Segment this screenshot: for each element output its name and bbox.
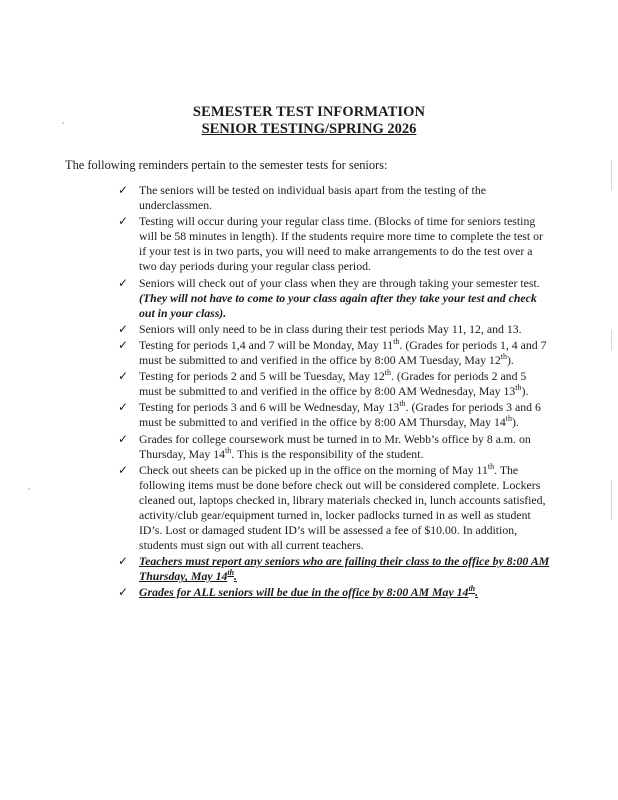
item-text: . This is the responsibility of the student.: [231, 446, 424, 461]
list-item: [118, 276, 552, 321]
ordinal-suffix: th: [393, 337, 400, 347]
item-text: Testing for periods 1,4 and 7 will be Monday, May 11: [139, 337, 394, 352]
item-text: . (Grades for periods 1, 4 and 7 must be submitted to and verified in the office by 8:00 AM Tuesday, May 12: [139, 337, 547, 368]
item-text: . (Grades for periods 3 and 6 must be submitted to and verified in the office by 8:00 AM Thursday, May 14: [139, 400, 541, 430]
scan-artifact-line: [611, 330, 612, 350]
ordinal-suffix: th: [225, 445, 232, 455]
item-text: Check out sheets can be picked up in the office on the morning of May 11: [139, 462, 488, 477]
list-item: [118, 400, 552, 430]
checkmark-icon: ✓: [118, 554, 129, 569]
page-subtitle: SENIOR TESTING/SPRING 2026: [201, 121, 417, 137]
page-title: SEMESTER TEST INFORMATION: [192, 104, 426, 120]
checkmark-icon: ✓: [118, 183, 129, 197]
item-text: ).: [521, 384, 529, 399]
checkmark-icon: ✓: [118, 275, 129, 290]
list-item: [118, 338, 552, 368]
list-item: [118, 214, 552, 274]
checkmark-icon: ✓: [118, 369, 129, 384]
item-text: ).: [511, 415, 519, 430]
checkmark-icon: ✓: [118, 337, 129, 352]
checkmark-icon: ✓: [118, 214, 129, 229]
item-emphasis: Grades for ALL seniors will be due in the office by 8:00 AM May 14: [139, 585, 469, 600]
checkmark-icon: ✓: [118, 585, 129, 600]
item-text: Testing for periods 2 and 5 will be Tuesday, May 12: [139, 369, 385, 384]
ordinal-suffix: th: [468, 584, 476, 594]
item-text: Grades for college coursework must be turned in to Mr. Webb’s office by 8 a.m. on Thursday, May 14: [139, 431, 531, 461]
title-block: [0, 104, 618, 138]
checkmark-icon: ✓: [118, 462, 129, 477]
item-text: Testing for periods 3 and 6 will be Wednesday, May 13: [139, 400, 400, 415]
scan-speck: [28, 488, 30, 490]
list-item: [118, 369, 552, 399]
checkmark-icon: ✓: [118, 400, 129, 415]
item-emphasis: .: [234, 569, 237, 584]
item-emphasis: (They will not have to come to your class again after they take your test and check out in your class).: [139, 290, 537, 320]
checkmark-icon: ✓: [118, 431, 129, 446]
list-item: [118, 463, 552, 554]
ordinal-suffix: th: [399, 399, 406, 409]
list-item: [118, 432, 552, 462]
list-item: [118, 554, 552, 584]
reminder-list: [118, 183, 552, 602]
item-text: Seniors will only need to be in class during their test periods May 11, 12, and 13.: [139, 321, 522, 336]
scan-artifact-line: [611, 160, 612, 190]
item-text: . The following items must be done before check out will be considered complete. Lockers cleaned out, laptops checked in, library materials checked in, lunch accounts satisfied, activity/club gear/equipment turned in, locker padlocks turned in as well as student ID’s. Lost or damaged student ID’s will be assessed a fee of $10.00. In addition, students must sign out with all current teachers.: [139, 462, 546, 553]
list-item: [118, 183, 552, 213]
checkmark-icon: ✓: [118, 321, 129, 336]
scan-artifact-line: [611, 480, 612, 520]
list-item: [118, 322, 552, 337]
ordinal-suffix: th: [384, 368, 392, 378]
list-item: [118, 585, 552, 600]
item-text: The seniors will be tested on individual basis apart from the testing of the underclassmen.: [139, 183, 486, 213]
item-text: . (Grades for periods 2 and 5 must be submitted to and verified in the office by 8:00 AM Wednesday, May 13: [139, 369, 527, 399]
ordinal-suffix: th: [505, 414, 512, 424]
scan-speck: [62, 122, 64, 124]
item-emphasis: Teachers must report any seniors who are failing their class to the office by 8:00 AM Thursday, May 14: [139, 554, 550, 584]
ordinal-suffix: th: [500, 352, 507, 362]
intro-text: The following reminders pertain to the semester tests for seniors:: [65, 158, 388, 172]
ordinal-suffix: th: [227, 568, 235, 578]
item-text: Testing will occur during your regular class time. (Blocks of time for seniors testing will be 58 minutes in length). If the students require more time to complete the test or if your test is in two parts, you will need to make arrangements to do the test over a two day periods during your regular class period.: [139, 214, 543, 274]
ordinal-suffix: th: [515, 383, 522, 393]
item-emphasis: .: [475, 585, 479, 600]
ordinal-suffix: th: [487, 461, 495, 471]
item-text: ).: [506, 353, 514, 368]
item-text: Seniors will check out of your class when they are through taking your semester test.: [139, 275, 540, 290]
